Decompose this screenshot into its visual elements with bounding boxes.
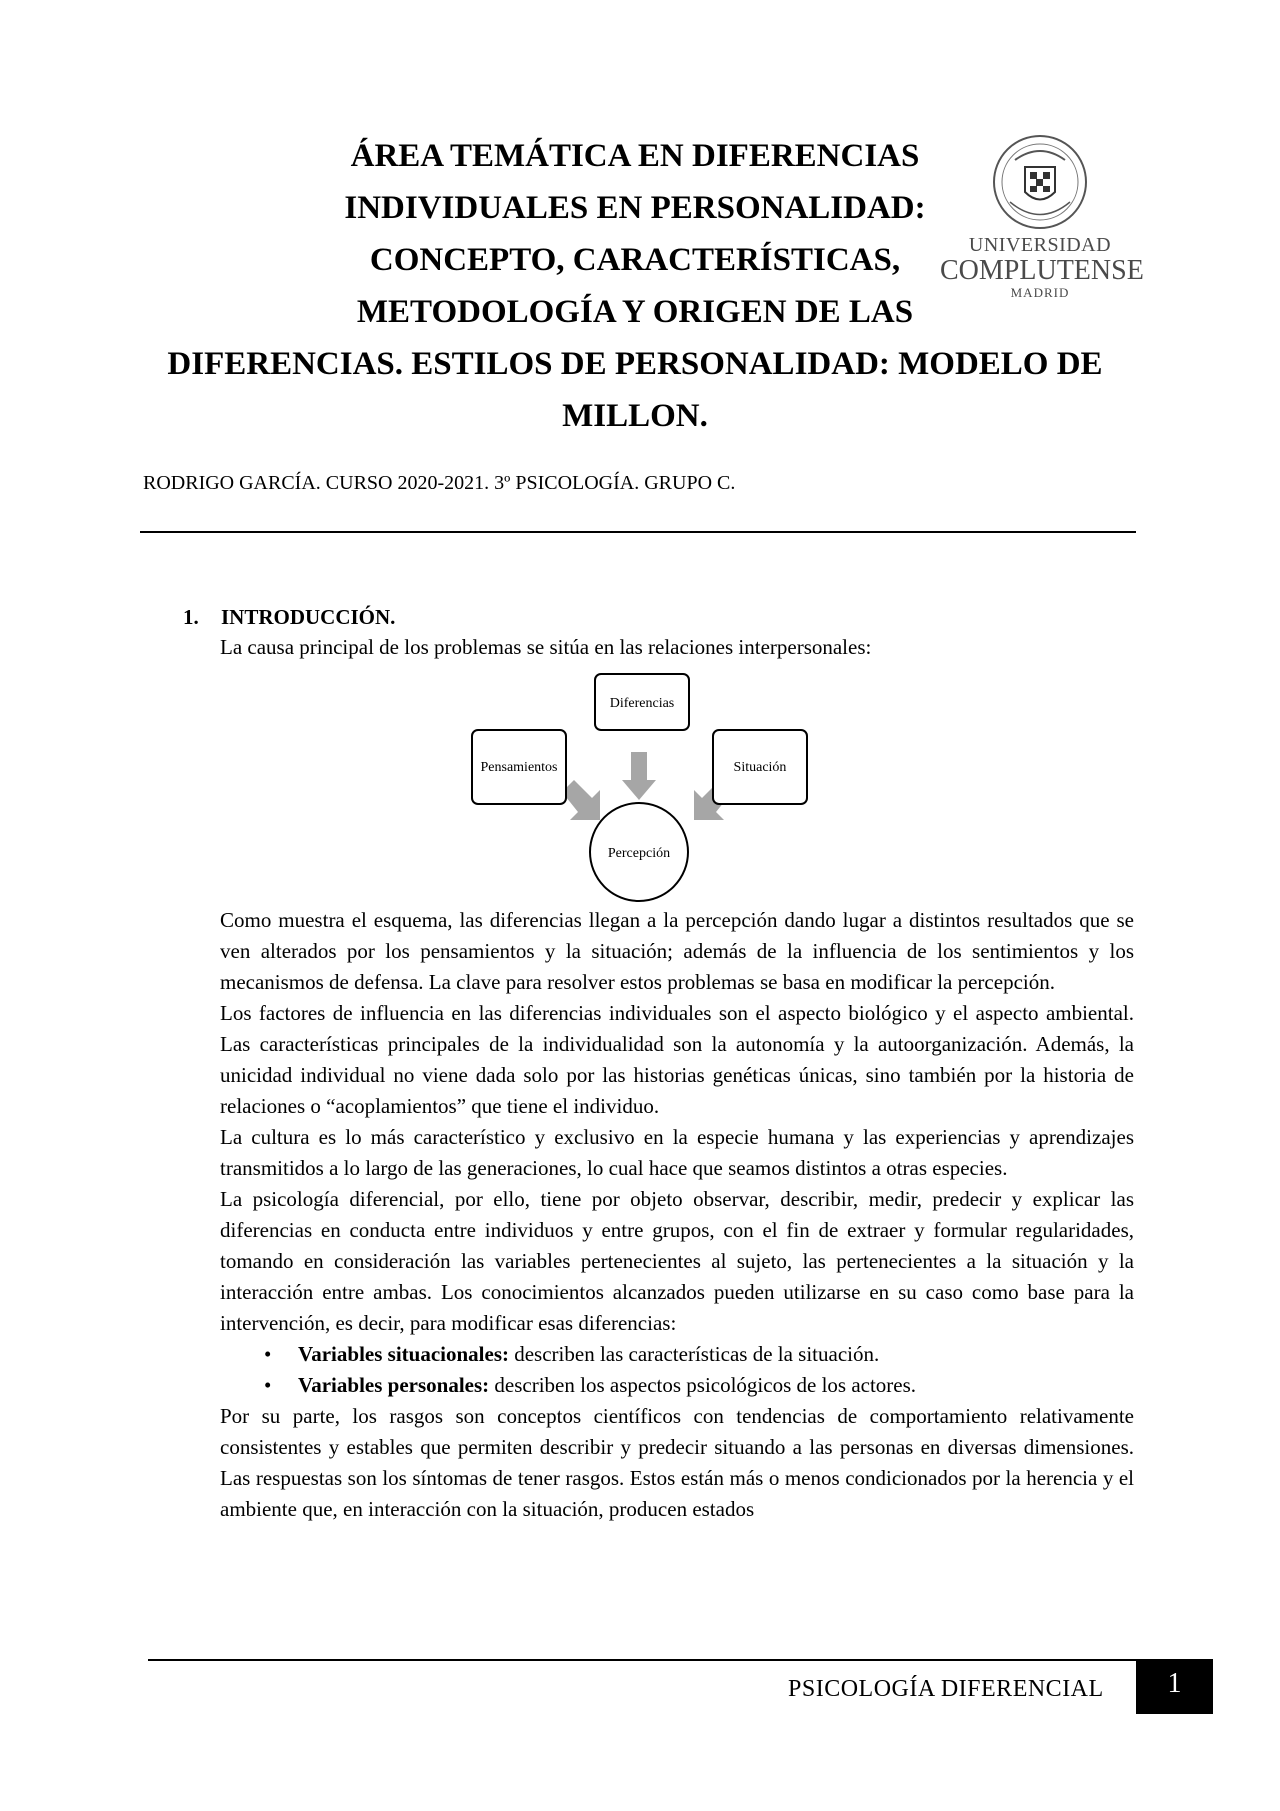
logo-line-complutense: COMPLUTENSE (940, 255, 1144, 286)
logo-line-university: UNIVERSIDAD (968, 234, 1112, 256)
list-item-term: Variables situacionales: (298, 1342, 509, 1366)
paragraph: Como muestra el esquema, las diferencias llegan a la percepción dando lugar a distintos resultados que se ven alterados por los pensamientos y la situación; además de la influencia de los sentimientos y los mecanismos de defensa. La clave para resolver estos problemas se basa en modificar la percepción. (220, 908, 1134, 994)
header-divider (140, 531, 1136, 533)
section-number: 1. (183, 605, 199, 629)
diagram-node-percepcion (590, 803, 688, 901)
paragraph: Por su parte, los rasgos son conceptos científicos con tendencias de comportamiento relativamente consistentes y estables que permiten describir y predecir situando a las personas en diversas dimensiones. Las respuestas son los síntomas de tener rasgos. Estos están más o menos condicionados por la herencia y el ambiente que, en interacción con la situación, producen estados (220, 1404, 1134, 1521)
paragraph: La psicología diferencial, por ello, tiene por objeto observar, describir, medir, predecir y explicar las diferencias en conducta entre individuos y entre grupos, con el fin de extraer y formular regularidades, tomando en consideración las variables pertenecientes al sujeto, las pertenecientes a la situación y la interacción entre ambas. Los conocimientos alcanzados pueden utilizarse en su caso como base para la intervención, es decir, para modificar esas diferencias: (220, 1187, 1134, 1335)
arrow-left-to-center-icon (562, 780, 600, 820)
list-item-text: describen las características de la situación. (508, 1342, 880, 1366)
variables-list (220, 1339, 1134, 1401)
diagram-label-top: Diferencias (609, 696, 675, 711)
arrow-down-icon (622, 752, 656, 800)
paragraph: Los factores de influencia en las diferencias individuales son el aspecto biológico y el aspecto ambiental. Las características principales de la individualidad son la autonomía y la autoorganización. Además, la unicidad individual no viene dada solo por las historias genéticas únicas, sino también por la historia de relaciones o “acoplamientos” que tiene el individuo. (220, 1001, 1134, 1118)
list-item-text: describen los aspectos psicológicos de los actores. (489, 1373, 917, 1397)
section-heading (183, 605, 395, 630)
diagram-node-pensamientos (472, 730, 566, 804)
page-number: 1 (1136, 1659, 1213, 1714)
body-text (220, 905, 1134, 1525)
footer-divider (148, 1659, 1136, 1661)
bullet-icon: • (264, 1342, 272, 1366)
diagram-label-left: Pensamientos (480, 760, 558, 775)
bullet-icon: • (264, 1373, 272, 1397)
section-lead: La causa principal de los problemas se sitúa en las relaciones interpersonales: (220, 635, 872, 659)
diagram-label-center: Percepción (607, 846, 671, 861)
university-logo (940, 132, 1144, 317)
footer-label: PSICOLOGÍA DIFERENCIAL (788, 1676, 1104, 1702)
title-line: ÁREA TEMÁTICA EN DIFERENCIAS (350, 138, 920, 174)
title-line: CONCEPTO, CARACTERÍSTICAS, (369, 242, 901, 278)
title-line: METODOLOGÍA Y ORIGEN DE LAS (356, 294, 914, 330)
list-item-term: Variables personales: (298, 1373, 490, 1397)
paragraph: La cultura es lo más característico y exclusivo en la especie humana y las experiencias y aprendizajes transmitidos a lo largo de las generaciones, lo cual hace que seamos distintos a otras especies. (220, 1125, 1134, 1180)
list-item (220, 1370, 1134, 1401)
logo-line-madrid: MADRID (1010, 285, 1070, 300)
perception-diagram (460, 672, 850, 934)
author-line: RODRIGO GARCÍA. CURSO 2020-2021. 3º PSICOLOGÍA. GRUPO C. (143, 472, 736, 494)
list-item (220, 1339, 1134, 1370)
title-line: DIFERENCIAS. ESTILOS DE PERSONALIDAD: MODELO DE (167, 346, 1103, 382)
diagram-node-situacion (713, 730, 807, 804)
diagram-node-diferencias (595, 674, 689, 730)
section-title: INTRODUCCIÓN. (221, 605, 396, 629)
diagram-label-right: Situación (733, 760, 787, 775)
university-seal-icon (985, 132, 1095, 232)
title-line: INDIVIDUALES EN PERSONALIDAD: (344, 190, 926, 226)
title-line: MILLON. (562, 398, 708, 434)
